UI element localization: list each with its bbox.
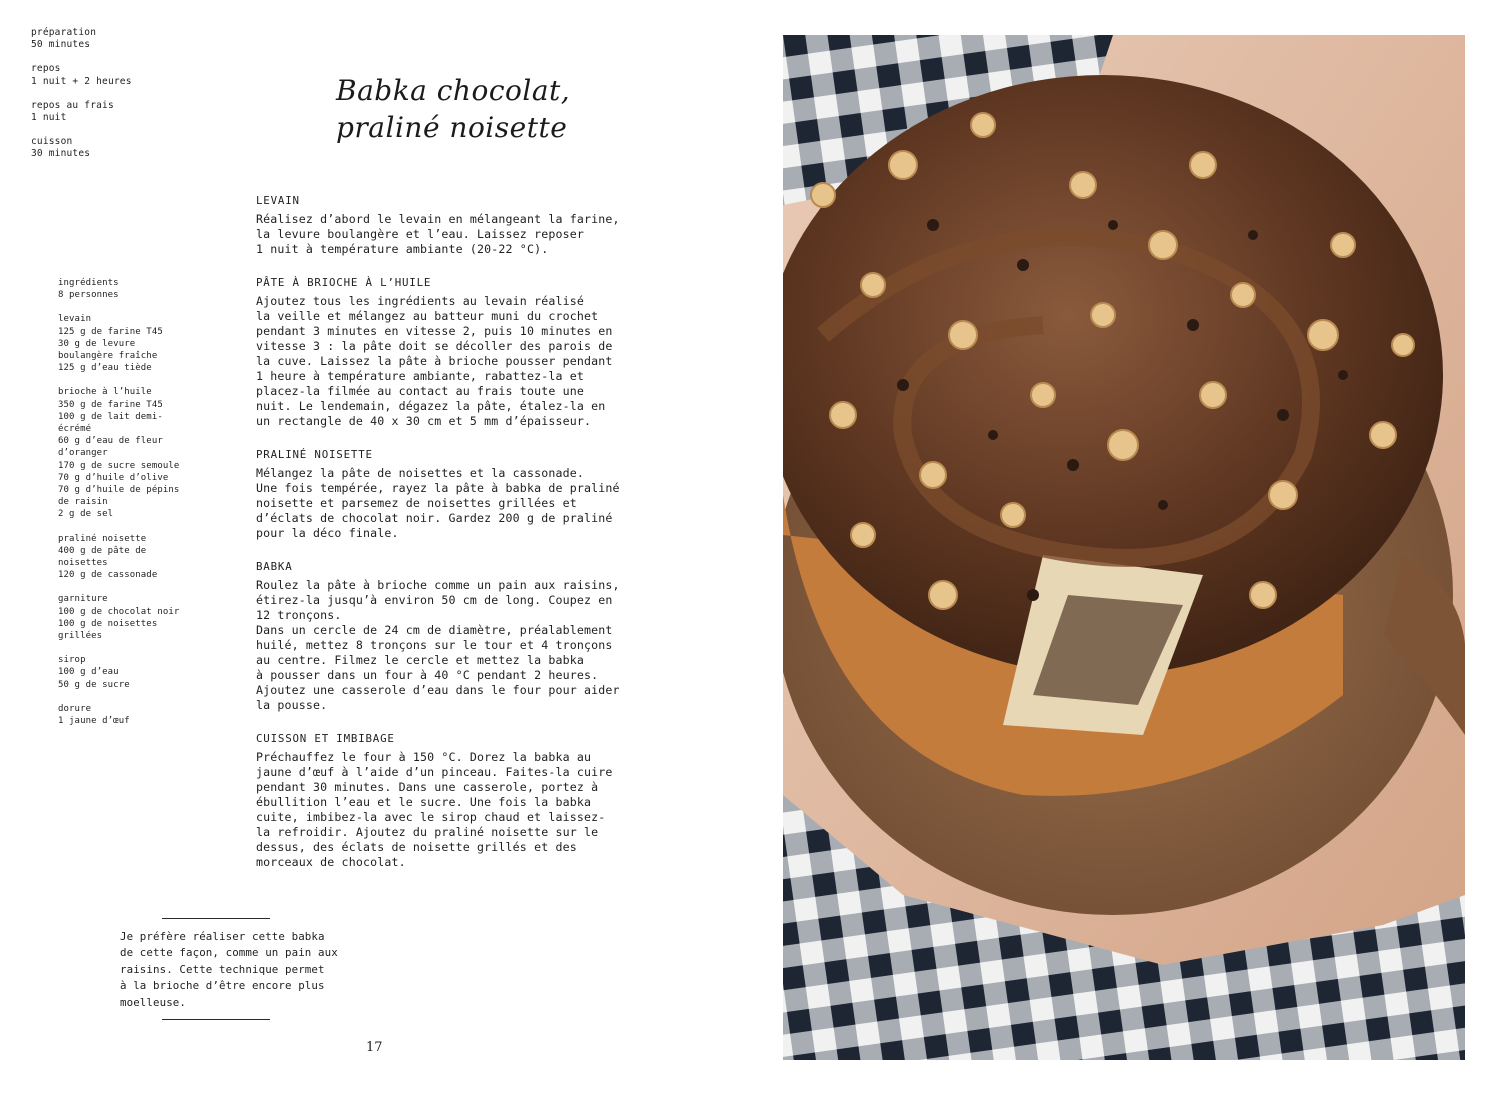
method-line: 1 heure à température ambiante, rabattez-la et: [256, 369, 584, 383]
title-line: praliné noisette: [336, 111, 568, 144]
ingredient-group-title: dorure: [58, 703, 92, 714]
ingredient-line: boulangère fraîche: [58, 351, 158, 362]
babka-photo: [783, 35, 1465, 1060]
method-line: la cuve. Laissez la pâte à brioche pousser pendant: [256, 354, 613, 368]
ingredients-header: [58, 277, 198, 301]
ingredient-line: 100 g de noisettes: [58, 618, 158, 629]
timing-label: préparation: [31, 27, 97, 38]
ingredient-group: [58, 593, 198, 642]
method-line: la pousse.: [256, 698, 328, 712]
method-line: noisette et parsemez de noisettes grillées et: [256, 496, 577, 510]
method-line: morceaux de chocolat.: [256, 855, 406, 869]
method-line: Mélangez la pâte de noisettes et la cassonade.: [256, 466, 584, 480]
method-line: Dans un cercle de 24 cm de diamètre, préalablement: [256, 623, 613, 637]
ingredient-line: écrémé: [58, 424, 92, 435]
method-line: au centre. Filmez le cercle et mettez la babka: [256, 653, 584, 667]
ingredient-line: noisettes: [58, 558, 108, 569]
method-line: pendant 30 minutes. Dans une casserole, portez à: [256, 780, 599, 794]
tip-line: de cette façon, comme un pain aux: [120, 946, 338, 960]
method-line: ébullition l’eau et le sucre. Une fois la babka: [256, 795, 592, 809]
ingredients-header-line: 8 personnes: [58, 290, 119, 301]
ingredient-line: 400 g de pâte de: [58, 545, 147, 556]
method-line: nuit. Le lendemain, dégazez la pâte, étalez-la en: [256, 399, 606, 413]
timing-label: repos: [31, 63, 61, 75]
method-section: [256, 731, 656, 870]
tip-line: Je préfère réaliser cette babka: [120, 930, 325, 943]
ingredient-group: [58, 386, 198, 520]
method-line: Ajoutez tous les ingrédients au levain réalisé: [256, 294, 584, 308]
ingredient-group-title: praliné noisette: [58, 533, 147, 544]
timing-item: [31, 100, 132, 124]
ingredient-line: 350 g de farine T45: [58, 399, 163, 410]
method-section-title: CUISSON ET IMBIBAGE: [256, 732, 395, 745]
ingredient-group-title: brioche à l’huile: [58, 387, 152, 398]
method-section-title: PÂTE À BRIOCHE À L’HUILE: [256, 276, 432, 289]
method-line: placez-la filmée au contact au frais toute une: [256, 384, 584, 398]
ingredient-line: 70 g d’huile de pépins: [58, 485, 180, 496]
recipe-title: [336, 72, 636, 146]
method-line: dessus, des éclats de noisette grillés et des: [256, 840, 577, 854]
method-section-title: PRALINÉ NOISETTE: [256, 448, 373, 461]
method-line: Ajoutez une casserole d’eau dans le four pour aider: [256, 683, 620, 697]
timing-value: 1 nuit + 2 heures: [31, 75, 132, 87]
ingredient-line: 60 g d’eau de fleur: [58, 436, 163, 447]
timing-label: cuisson: [31, 136, 73, 148]
ingredient-line: 50 g de sucre: [58, 679, 130, 690]
timing-item: [31, 136, 132, 160]
ingredients-header-line: ingrédients: [58, 278, 119, 288]
babka-photo-illustration: [783, 35, 1465, 1060]
ingredient-group-title: sirop: [58, 655, 86, 666]
ingredient-group: [58, 654, 198, 691]
method-section-title: LEVAIN: [256, 194, 300, 207]
timing-label: repos au frais: [31, 99, 114, 111]
ingredient-group-title: levain: [58, 314, 92, 325]
method-section: [256, 193, 656, 257]
ingredient-group: [58, 313, 198, 374]
method-line: Préchauffez le four à 150 °C. Dorez la babka au: [256, 750, 592, 764]
method-line: Roulez la pâte à brioche comme un pain aux raisins,: [256, 578, 620, 592]
tip-line: à la brioche d’être encore plus: [120, 979, 325, 993]
timing-item: [31, 63, 132, 87]
method-line: pour la déco finale.: [256, 526, 399, 540]
method-line: cuite, imbibez-la avec le sirop chaud et laissez-: [256, 810, 606, 824]
tip-rule-bottom: [162, 1019, 270, 1020]
method-line: étirez-la jusqu’à environ 50 cm de long. Coupez en: [256, 593, 613, 607]
method-line: huilé, mettez 8 tronçons sur le tour et 4 tronçons: [256, 638, 613, 652]
method-line: Réalisez d’abord le levain en mélangeant la farine,: [256, 212, 620, 226]
method-line: la refroidir. Ajoutez du praliné noisette sur le: [256, 825, 599, 839]
ingredient-line: 70 g d’huile d’olive: [58, 472, 169, 483]
method-section: [256, 275, 656, 429]
ingredient-group: [58, 533, 198, 582]
ingredient-group: [58, 703, 198, 727]
method-section-title: BABKA: [256, 560, 293, 573]
tip-line: raisins. Cette technique permet: [120, 962, 325, 976]
ingredient-line: 2 g de sel: [58, 509, 114, 520]
timing-value: 30 minutes: [31, 148, 91, 160]
ingredient-group-title: garniture: [58, 594, 108, 605]
tip-line: moelleuse.: [120, 995, 187, 1009]
method-section: [256, 447, 656, 541]
timing-value: 50 minutes: [31, 39, 91, 51]
ingredient-line: 30 g de levure: [58, 338, 136, 349]
ingredient-line: grillées: [58, 631, 103, 642]
ingredient-line: 100 g de lait demi-: [58, 411, 163, 422]
method-line: jaune d’œuf à l’aide d’un pinceau. Faites-la cuire: [256, 765, 613, 779]
ingredient-line: 170 g de sucre semoule: [58, 460, 180, 471]
ingredient-line: de raisin: [58, 497, 108, 508]
ingredient-line: 1 jaune d’œuf: [58, 716, 130, 727]
ingredient-line: 125 g de farine T45: [58, 326, 163, 337]
method-line: un rectangle de 40 x 30 cm et 5 mm d’épaisseur.: [256, 414, 592, 428]
ingredient-line: 125 g d’eau tiède: [58, 363, 152, 374]
method-line: Une fois tempérée, rayez la pâte à babka de praliné: [256, 481, 620, 495]
method-line: la veille et mélangez au batteur muni du crochet: [256, 309, 599, 323]
ingredient-line: 100 g de chocolat noir: [58, 606, 180, 617]
method-steps: [256, 193, 656, 888]
method-line: 1 nuit à température ambiante (20-22 °C).: [256, 242, 549, 256]
ingredients-list: [58, 277, 198, 739]
method-line: vitesse 3 : la pâte doit se décoller des parois de: [256, 339, 613, 353]
tip-note: [120, 929, 380, 1011]
timing-item: [31, 27, 132, 51]
ingredient-line: 100 g d’eau: [58, 667, 119, 678]
method-line: la levure boulangère et l’eau. Laissez reposer: [256, 227, 584, 241]
method-line: pendant 3 minutes en vitesse 2, puis 10 minutes en: [256, 324, 613, 338]
tip-rule-top: [162, 918, 270, 919]
ingredient-line: 120 g de cassonade: [58, 570, 158, 581]
method-line: 12 tronçons.: [256, 608, 342, 622]
page-number: 17: [366, 1040, 383, 1055]
title-line: Babka chocolat,: [336, 74, 571, 107]
method-line: d’éclats de chocolat noir. Gardez 200 g de praliné: [256, 511, 613, 525]
ingredient-line: d’oranger: [58, 448, 108, 459]
timing-block: [31, 27, 132, 173]
method-section: [256, 559, 656, 713]
method-line: à pousser dans un four à 40 °C pendant 2 heures.: [256, 668, 599, 682]
timing-value: 1 nuit: [31, 112, 67, 124]
